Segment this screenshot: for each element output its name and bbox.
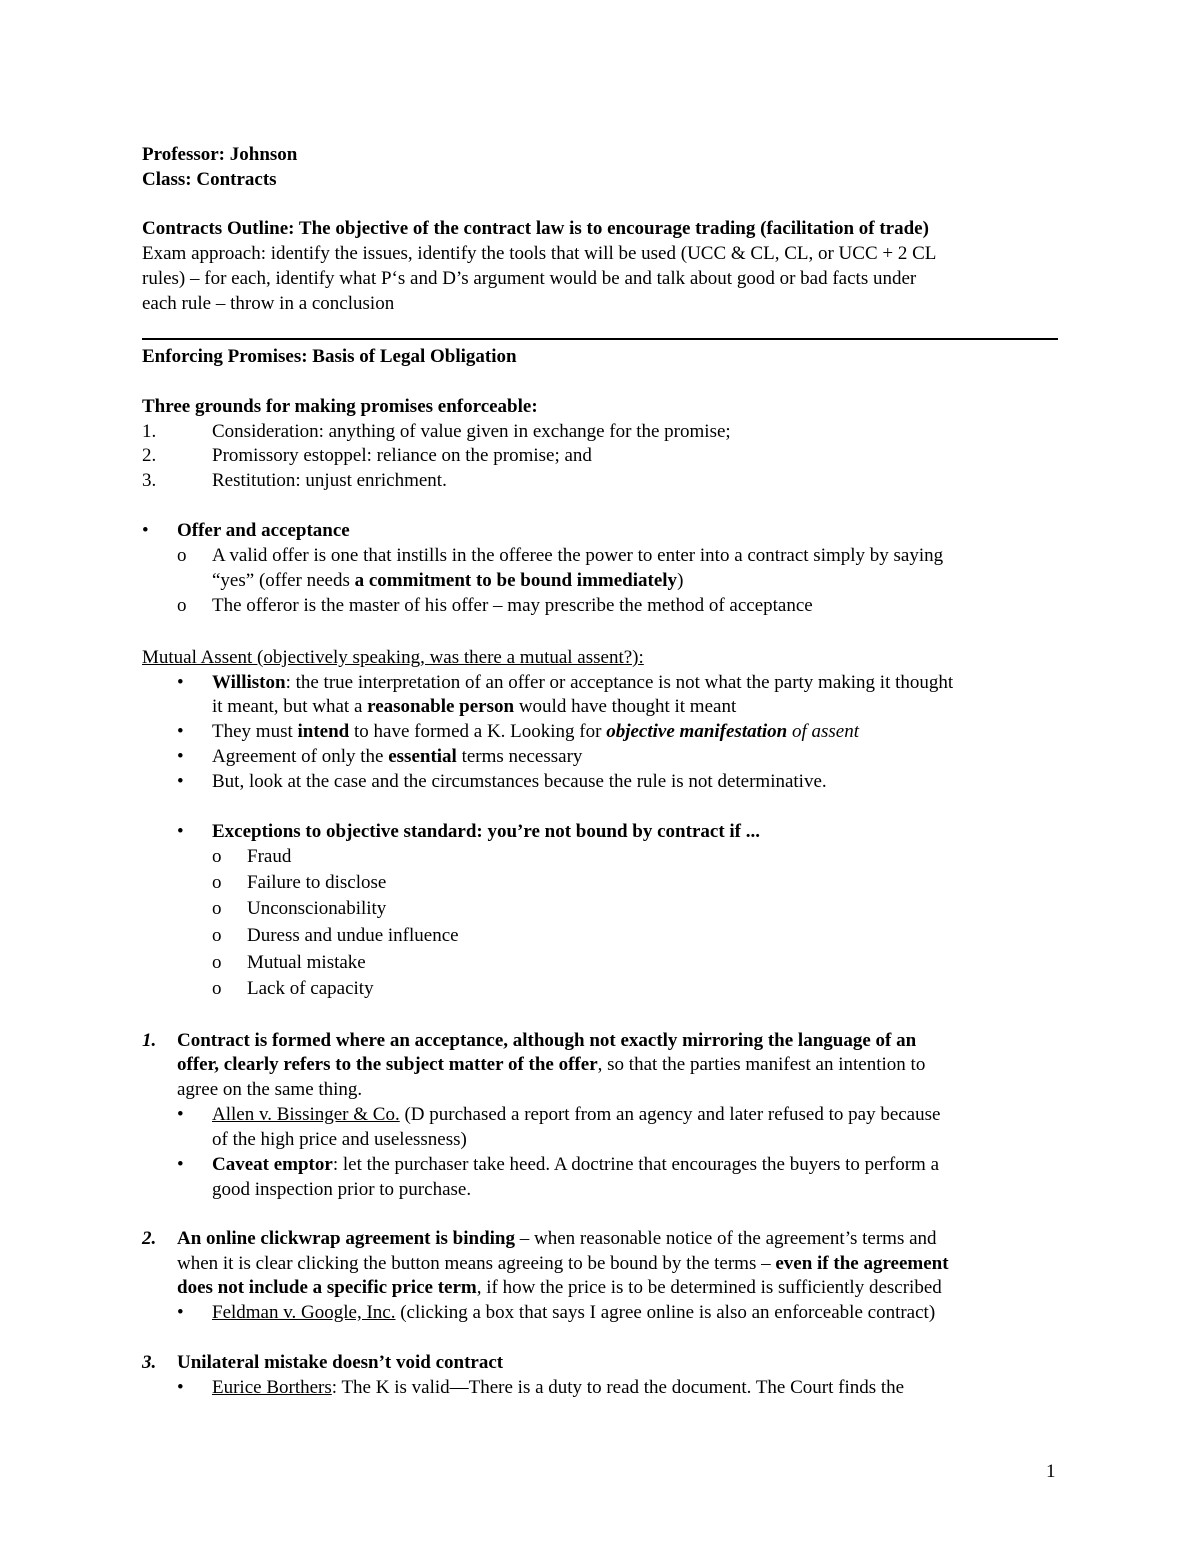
ground-text: Consideration: anything of value given in exchange for the promise;	[212, 421, 731, 442]
exception-item: Failure to disclose	[247, 872, 387, 893]
sub-bullet-icon: o	[212, 925, 222, 946]
rule-1-line-3: agree on the same thing.	[177, 1079, 363, 1100]
allen-case-line-2: of the high price and uselessness)	[212, 1129, 467, 1150]
exception-item: Mutual mistake	[247, 952, 366, 973]
exam-approach-line-3: each rule – throw in a conclusion	[142, 293, 395, 314]
ground-text: Promissory estoppel: reliance on the promise; and	[212, 445, 592, 466]
williston-line-1: Williston: the true interpretation of an offer or acceptance is not what the party making it thought	[212, 672, 954, 693]
bullet-icon: •	[142, 520, 149, 541]
rule-3-title: Unilateral mistake doesn’t void contract	[177, 1352, 504, 1373]
valid-offer-line-1: A valid offer is one that instills in the offeree the power to enter into a contract simply by saying	[212, 545, 944, 566]
class-line: Class: Contracts	[142, 169, 277, 190]
bullet-icon: •	[177, 1154, 184, 1175]
bullet-icon: •	[177, 1302, 184, 1323]
rule-2-line-3: does not include a specific price term, if how the price is to be determined is sufficiently described	[177, 1277, 942, 1298]
valid-offer-line-2: “yes” (offer needs a commitment to be bound immediately)	[212, 570, 684, 591]
exam-approach-line-1: Exam approach: identify the issues, identify the tools that will be used (UCC & CL, CL, or UCC + 2 CL	[142, 243, 937, 264]
sub-bullet-icon: o	[212, 952, 222, 973]
outline-title: Contracts Outline: The objective of the contract law is to encourage trading (facilitation of trade)	[142, 218, 929, 239]
offeror-master-line: The offeror is the master of his offer – may prescribe the method of acceptance	[212, 595, 813, 616]
essential-terms-line: Agreement of only the essential terms necessary	[212, 746, 583, 767]
sub-bullet-icon: o	[177, 545, 187, 566]
bullet-icon: •	[177, 771, 184, 792]
ground-number: 3.	[142, 470, 157, 491]
ground-text: Restitution: unjust enrichment.	[212, 470, 447, 491]
bullet-icon: •	[177, 1377, 184, 1398]
eurice-case-line: Eurice Borthers: The K is valid—There is a duty to read the document. The Court finds the	[212, 1377, 905, 1398]
bullet-icon: •	[177, 746, 184, 767]
intend-line: They must intend to have formed a K. Looking for objective manifestation of assent	[212, 721, 860, 742]
sub-bullet-icon: o	[212, 978, 222, 999]
page-number: 1	[1046, 1461, 1056, 1482]
sub-bullet-icon: o	[177, 595, 187, 616]
rule-1-line-2: offer, clearly refers to the subject matter of the offer, so that the parties manifest an intention to	[177, 1054, 926, 1075]
mutual-assent-title: Mutual Assent (objectively speaking, was there a mutual assent?):	[142, 647, 644, 668]
exception-item: Fraud	[247, 846, 292, 867]
circumstances-line: But, look at the case and the circumstances because the rule is not determinative.	[212, 771, 827, 792]
grounds-title: Three grounds for making promises enforceable:	[142, 396, 538, 417]
rule-number: 2.	[142, 1228, 157, 1249]
bullet-icon: •	[177, 672, 184, 693]
bullet-icon: •	[177, 1104, 184, 1125]
caveat-emptor-line-2: good inspection prior to purchase.	[212, 1179, 472, 1200]
sub-bullet-icon: o	[212, 846, 222, 867]
ground-number: 1.	[142, 421, 157, 442]
ground-number: 2.	[142, 445, 157, 466]
feldman-case-line: Feldman v. Google, Inc. (clicking a box that says I agree online is also an enforceable contract)	[212, 1302, 936, 1323]
rule-number: 3.	[142, 1352, 157, 1373]
sub-bullet-icon: o	[212, 898, 222, 919]
exceptions-title: Exceptions to objective standard: you’re not bound by contract if ...	[212, 821, 761, 842]
exception-item: Unconscionability	[247, 898, 387, 919]
rule-2-line-1: An online clickwrap agreement is binding – when reasonable notice of the agreement’s terms and	[177, 1228, 937, 1249]
rule-number: 1.	[142, 1030, 157, 1051]
bullet-icon: •	[177, 821, 184, 842]
allen-case-line-1: Allen v. Bissinger & Co. (D purchased a report from an agency and later refused to pay because	[212, 1104, 941, 1125]
caveat-emptor-line-1: Caveat emptor: let the purchaser take heed. A doctrine that encourages the buyers to perform a	[212, 1154, 940, 1175]
rule-1-line-1: Contract is formed where an acceptance, although not exactly mirroring the language of an	[177, 1030, 917, 1051]
williston-line-2: it meant, but what a reasonable person would have thought it meant	[212, 696, 737, 717]
offer-acceptance-title: Offer and acceptance	[177, 520, 350, 541]
bullet-icon: •	[177, 721, 184, 742]
exam-approach-line-2: rules) – for each, identify what P‘s and D’s argument would be and talk about good or bad facts under	[142, 268, 917, 289]
sub-bullet-icon: o	[212, 872, 222, 893]
professor-line: Professor: Johnson	[142, 144, 298, 165]
exception-item: Lack of capacity	[247, 978, 374, 999]
section-title: Enforcing Promises: Basis of Legal Obligation	[142, 346, 517, 367]
horizontal-rule	[142, 338, 1058, 340]
exception-item: Duress and undue influence	[247, 925, 459, 946]
rule-2-line-2: when it is clear clicking the button means agreeing to be bound by the terms – even if the agreement	[177, 1253, 949, 1274]
